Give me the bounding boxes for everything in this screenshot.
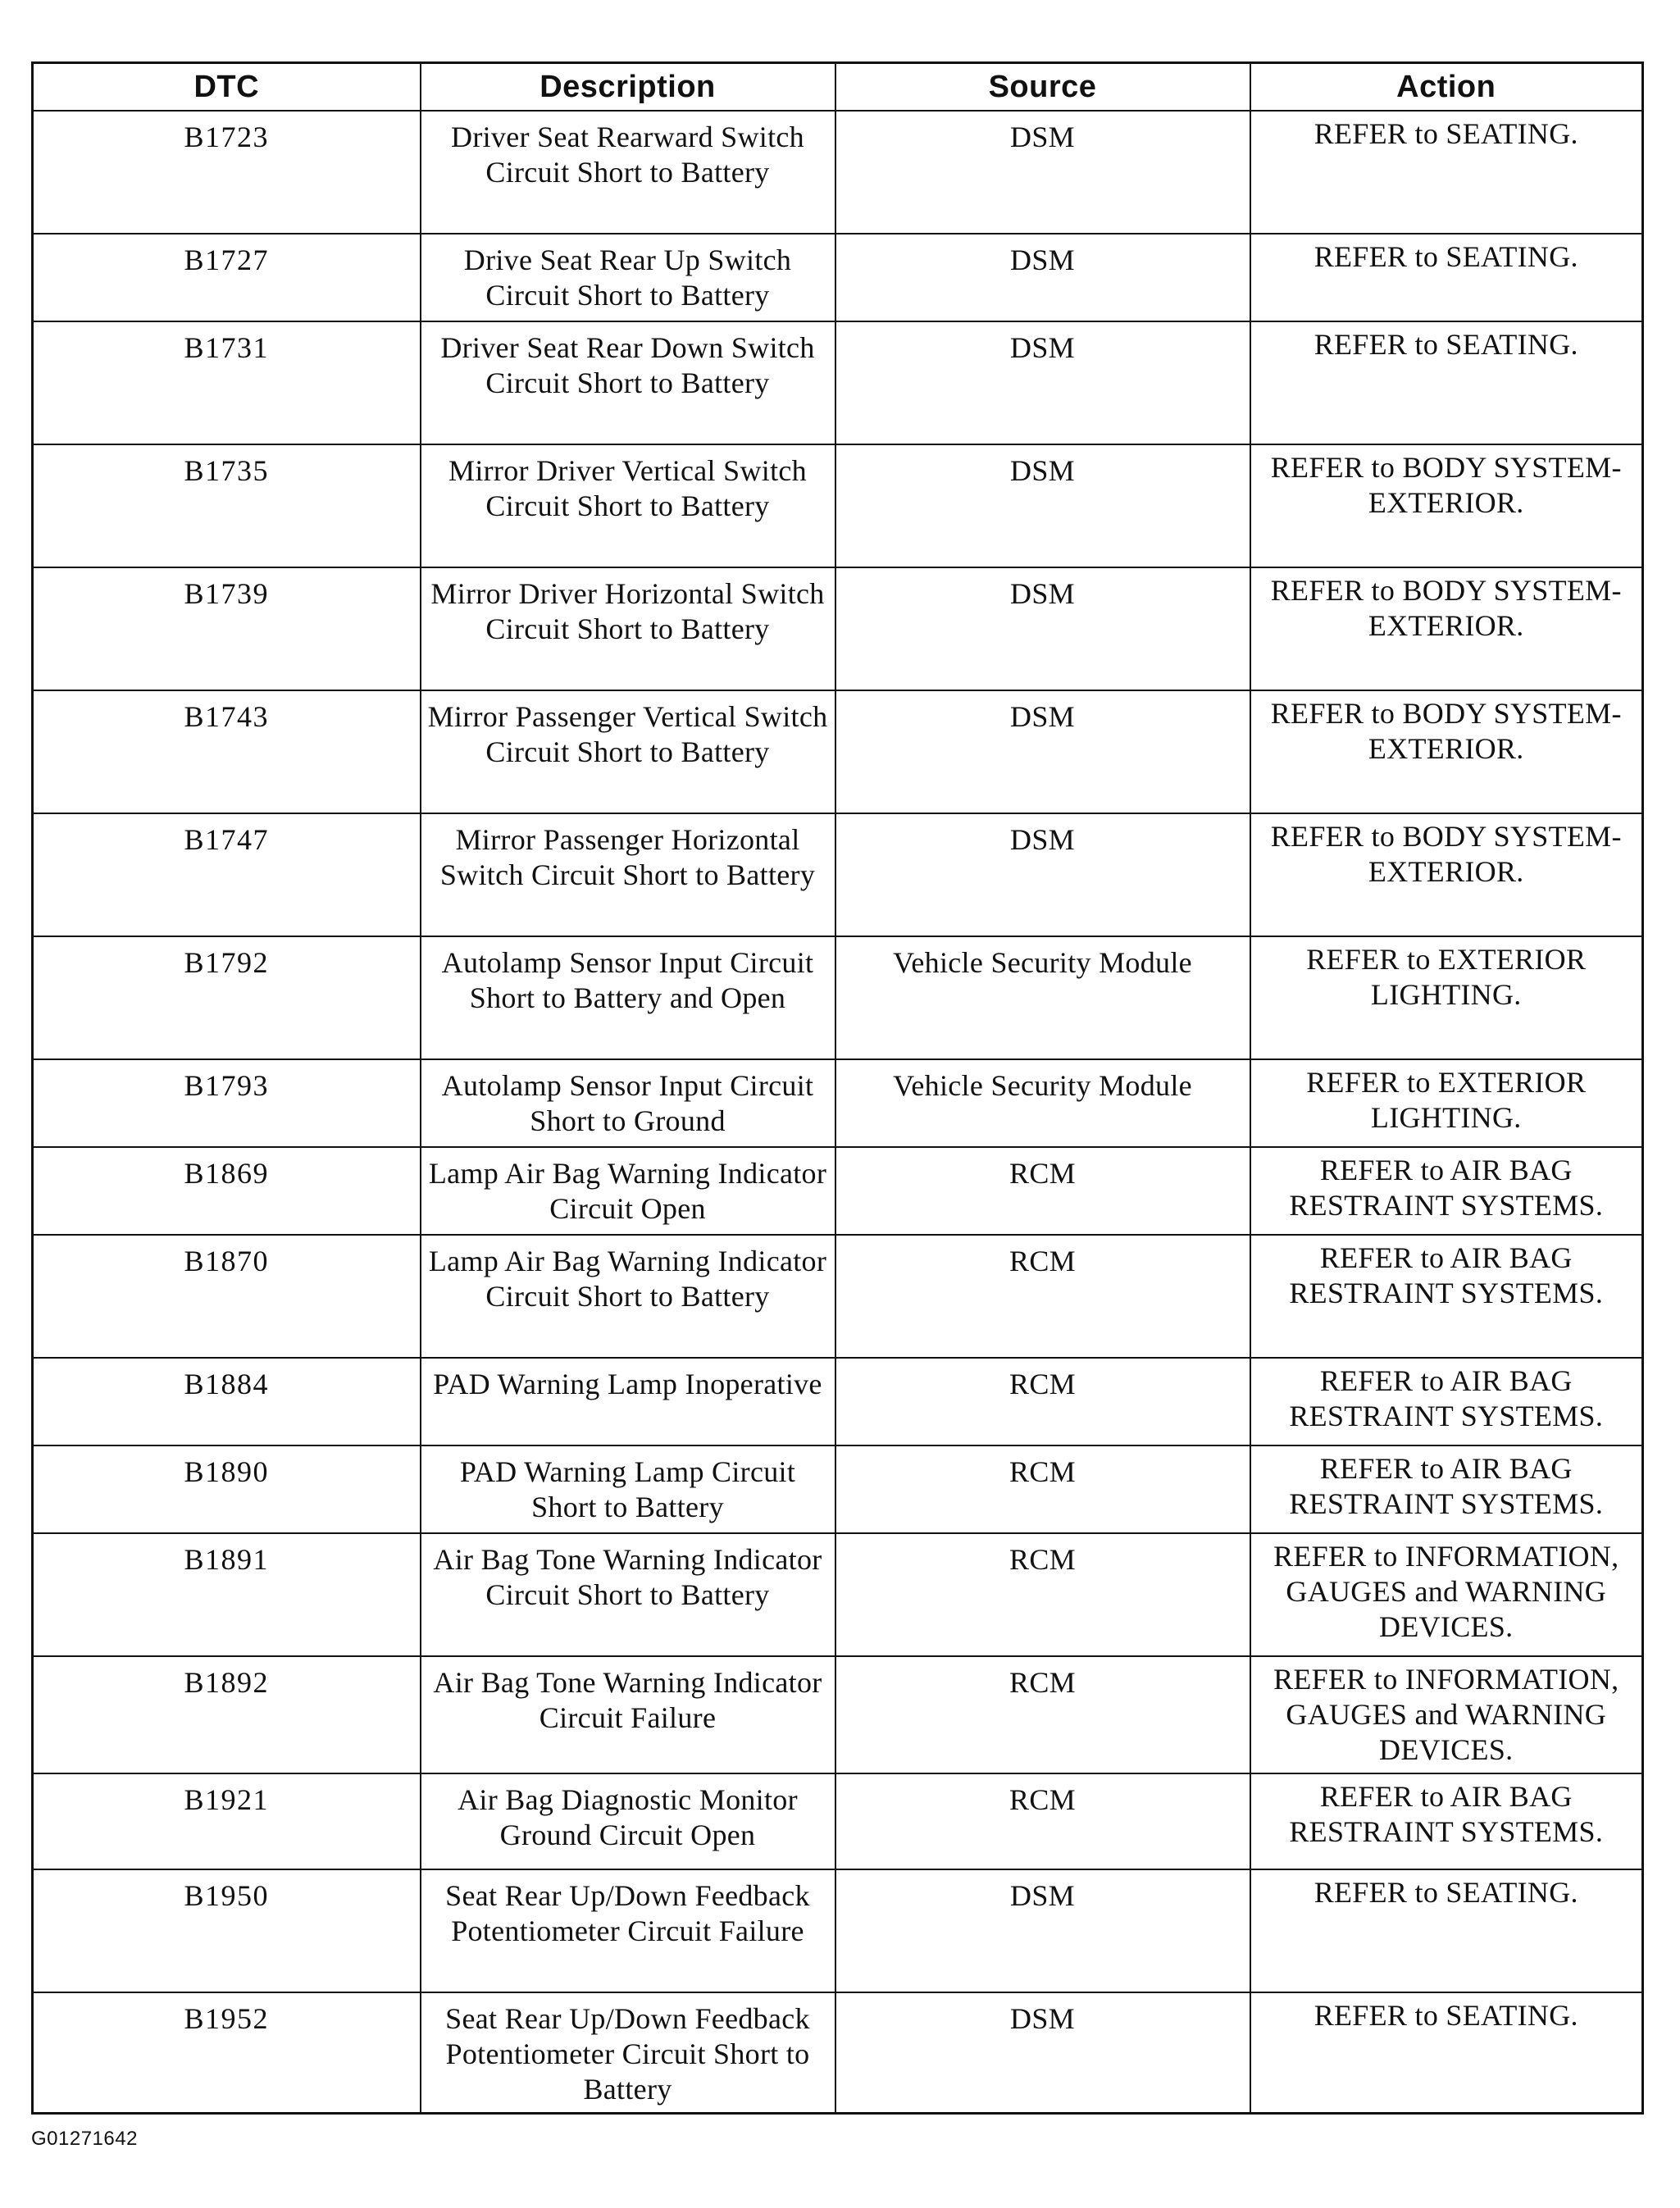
cell-description: Seat Rear Up/Down Feedback Potentiometer Circuit Short to Battery <box>421 1992 835 2114</box>
cell-description: Lamp Air Bag Warning Indicator Circuit Open <box>421 1147 835 1235</box>
table-row <box>33 690 1643 813</box>
cell-description: Driver Seat Rear Down Switch Circuit Short to Battery <box>421 321 835 444</box>
cell-source: RCM <box>835 1147 1250 1235</box>
cell-description: Air Bag Diagnostic Monitor Ground Circuit Open <box>421 1773 835 1869</box>
table-row <box>33 936 1643 1059</box>
table-row <box>33 567 1643 690</box>
cell-source: DSM <box>835 567 1250 690</box>
cell-dtc: B1743 <box>33 690 421 813</box>
cell-description: Autolamp Sensor Input Circuit Short to Battery and Open <box>421 936 835 1059</box>
dtc-table <box>31 61 1644 2115</box>
cell-source: DSM <box>835 813 1250 936</box>
header-row <box>33 63 1643 112</box>
cell-description: PAD Warning Lamp Circuit Short to Battery <box>421 1445 835 1533</box>
cell-dtc: B1870 <box>33 1235 421 1358</box>
table-row <box>33 1533 1643 1656</box>
cell-dtc: B1747 <box>33 813 421 936</box>
header-source: Source <box>835 63 1250 112</box>
cell-action: REFER to BODY SYSTEM- EXTERIOR. <box>1250 567 1643 690</box>
cell-dtc: B1952 <box>33 1992 421 2114</box>
cell-action: REFER to SEATING. <box>1250 1869 1643 1992</box>
cell-source: Vehicle Security Module <box>835 1059 1250 1147</box>
cell-action: REFER to AIR BAG RESTRAINT SYSTEMS. <box>1250 1445 1643 1533</box>
cell-description: Lamp Air Bag Warning Indicator Circuit Short to Battery <box>421 1235 835 1358</box>
cell-dtc: B1892 <box>33 1656 421 1773</box>
cell-dtc: B1739 <box>33 567 421 690</box>
cell-action: REFER to BODY SYSTEM- EXTERIOR. <box>1250 813 1643 936</box>
cell-description: Mirror Passenger Horizontal Switch Circuit Short to Battery <box>421 813 835 936</box>
cell-description: Air Bag Tone Warning Indicator Circuit Failure <box>421 1656 835 1773</box>
cell-dtc: B1884 <box>33 1358 421 1445</box>
cell-action: REFER to AIR BAG RESTRAINT SYSTEMS. <box>1250 1147 1643 1235</box>
table-row <box>33 1358 1643 1445</box>
table-row <box>33 1869 1643 1992</box>
cell-action: REFER to AIR BAG RESTRAINT SYSTEMS. <box>1250 1773 1643 1869</box>
table-row <box>33 321 1643 444</box>
cell-description: Driver Seat Rearward Switch Circuit Short to Battery <box>421 111 835 234</box>
table-row <box>33 813 1643 936</box>
cell-dtc: B1731 <box>33 321 421 444</box>
header-description: Description <box>421 63 835 112</box>
cell-description: Drive Seat Rear Up Switch Circuit Short to Battery <box>421 234 835 321</box>
cell-source: DSM <box>835 444 1250 567</box>
table-row <box>33 111 1643 234</box>
figure-id: G01271642 <box>31 2128 138 2150</box>
cell-description: PAD Warning Lamp Inoperative <box>421 1358 835 1445</box>
cell-source: DSM <box>835 111 1250 234</box>
cell-action: REFER to SEATING. <box>1250 111 1643 234</box>
cell-dtc: B1735 <box>33 444 421 567</box>
cell-dtc: B1792 <box>33 936 421 1059</box>
cell-action: REFER to EXTERIOR LIGHTING. <box>1250 936 1643 1059</box>
table-row <box>33 1656 1643 1773</box>
table-row <box>33 234 1643 321</box>
table-row <box>33 1059 1643 1147</box>
cell-source: RCM <box>835 1773 1250 1869</box>
cell-description: Mirror Driver Vertical Switch Circuit Short to Battery <box>421 444 835 567</box>
cell-source: DSM <box>835 1992 1250 2114</box>
cell-action: REFER to EXTERIOR LIGHTING. <box>1250 1059 1643 1147</box>
cell-action: REFER to INFORMATION, GAUGES and WARNING DEVICES. <box>1250 1533 1643 1656</box>
table-body <box>33 111 1643 2114</box>
table-row <box>33 1445 1643 1533</box>
cell-description: Autolamp Sensor Input Circuit Short to Ground <box>421 1059 835 1147</box>
cell-action: REFER to SEATING. <box>1250 234 1643 321</box>
cell-source: RCM <box>835 1533 1250 1656</box>
header-action: Action <box>1250 63 1643 112</box>
cell-dtc: B1793 <box>33 1059 421 1147</box>
table-row <box>33 1147 1643 1235</box>
cell-source: Vehicle Security Module <box>835 936 1250 1059</box>
cell-source: DSM <box>835 1869 1250 1992</box>
cell-action: REFER to AIR BAG RESTRAINT SYSTEMS. <box>1250 1235 1643 1358</box>
cell-action: REFER to SEATING. <box>1250 321 1643 444</box>
cell-description: Mirror Driver Horizontal Switch Circuit Short to Battery <box>421 567 835 690</box>
cell-dtc: B1890 <box>33 1445 421 1533</box>
table-row <box>33 1773 1643 1869</box>
cell-source: DSM <box>835 234 1250 321</box>
table-row <box>33 444 1643 567</box>
cell-source: RCM <box>835 1358 1250 1445</box>
cell-description: Mirror Passenger Vertical Switch Circuit Short to Battery <box>421 690 835 813</box>
cell-action: REFER to AIR BAG RESTRAINT SYSTEMS. <box>1250 1358 1643 1445</box>
cell-dtc: B1869 <box>33 1147 421 1235</box>
cell-dtc: B1921 <box>33 1773 421 1869</box>
cell-description: Seat Rear Up/Down Feedback Potentiometer Circuit Failure <box>421 1869 835 1992</box>
cell-action: REFER to INFORMATION, GAUGES and WARNING DEVICES. <box>1250 1656 1643 1773</box>
table-row <box>33 1992 1643 2114</box>
cell-dtc: B1891 <box>33 1533 421 1656</box>
cell-action: REFER to SEATING. <box>1250 1992 1643 2114</box>
cell-action: REFER to BODY SYSTEM- EXTERIOR. <box>1250 690 1643 813</box>
cell-dtc: B1950 <box>33 1869 421 1992</box>
header-dtc: DTC <box>33 63 421 112</box>
cell-source: DSM <box>835 321 1250 444</box>
cell-source: DSM <box>835 690 1250 813</box>
cell-action: REFER to BODY SYSTEM- EXTERIOR. <box>1250 444 1643 567</box>
table-header <box>33 63 1643 112</box>
cell-description: Air Bag Tone Warning Indicator Circuit Short to Battery <box>421 1533 835 1656</box>
table-row <box>33 1235 1643 1358</box>
cell-source: RCM <box>835 1656 1250 1773</box>
cell-source: RCM <box>835 1445 1250 1533</box>
cell-source: RCM <box>835 1235 1250 1358</box>
cell-dtc: B1727 <box>33 234 421 321</box>
cell-dtc: B1723 <box>33 111 421 234</box>
